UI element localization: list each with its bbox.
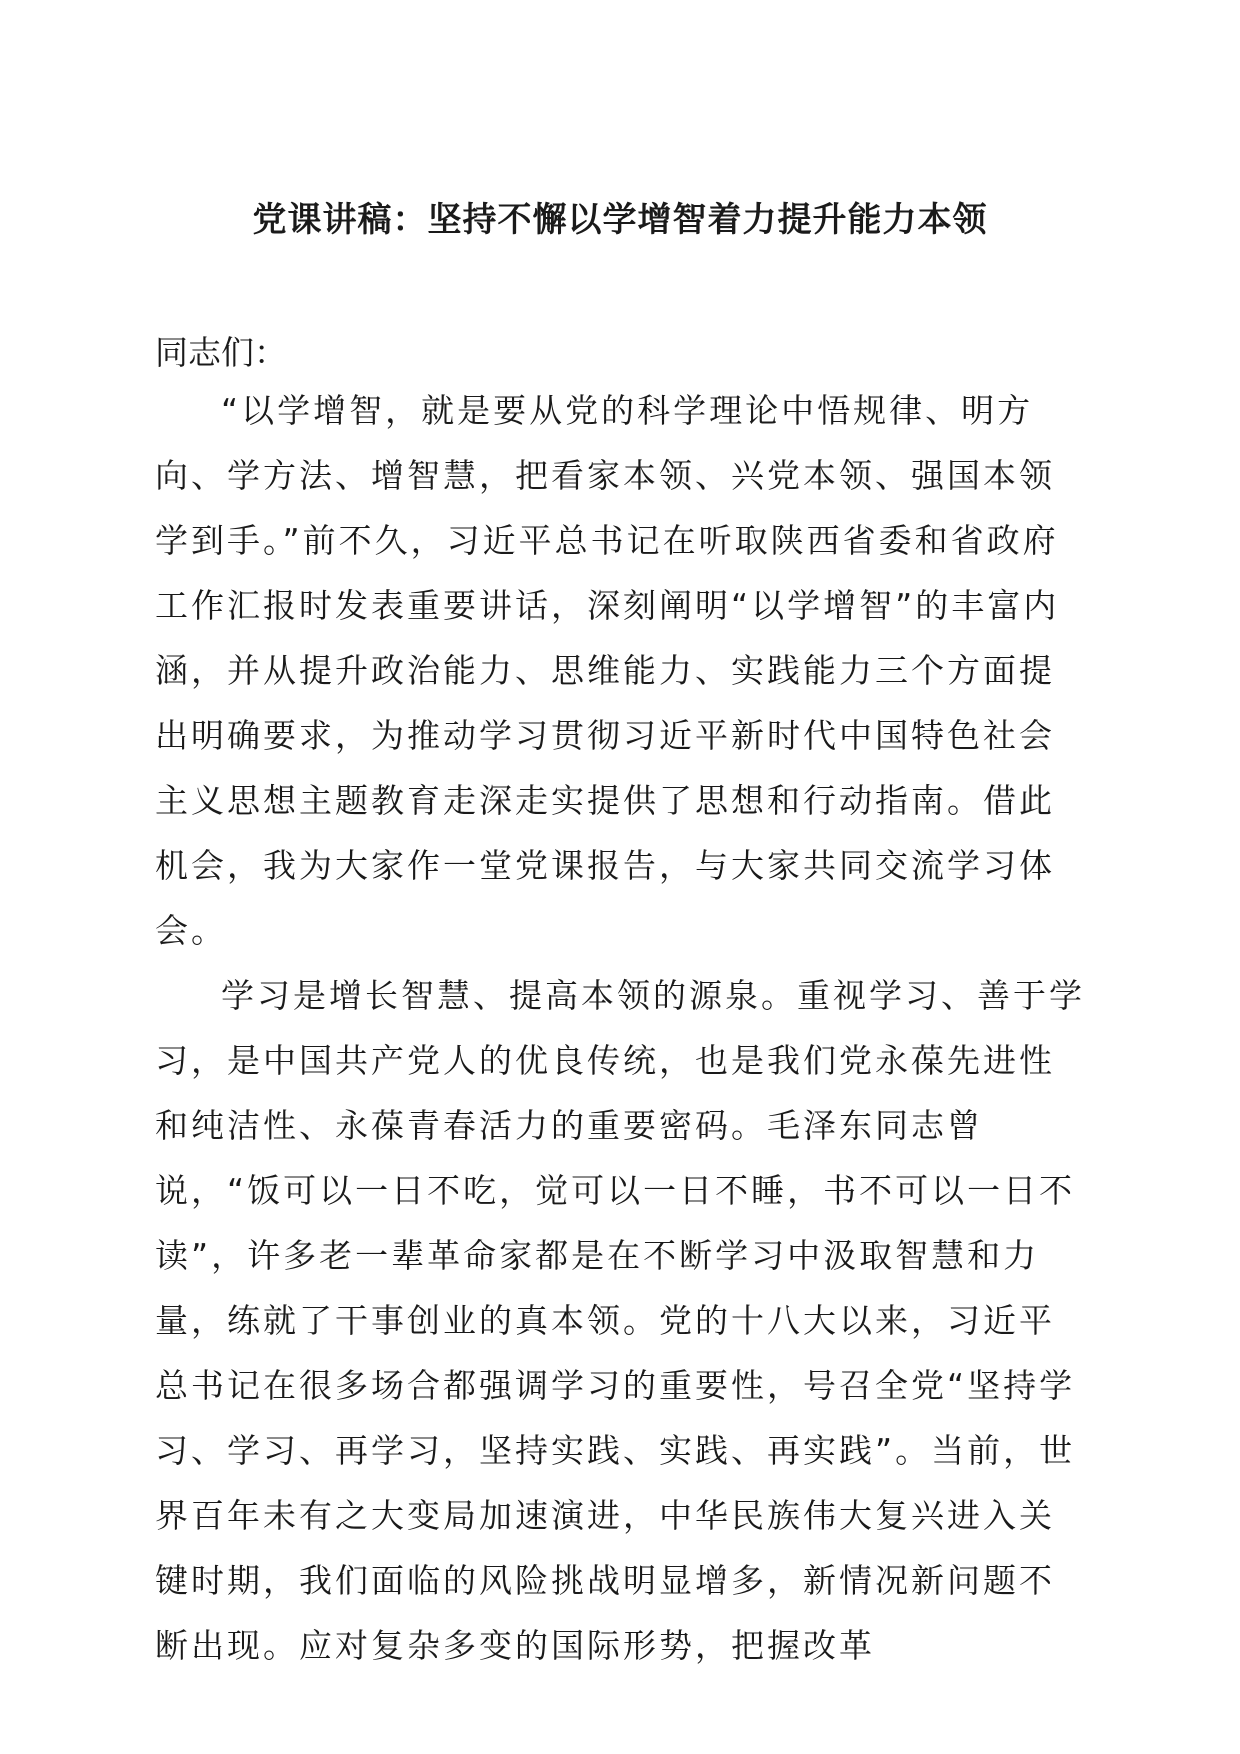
document-title: 党课讲稿：坚持不懈以学增智着力提升能力本领: [252, 200, 988, 240]
document-body: [155, 378, 1085, 1678]
paragraph-1: “以学增智，就是要从党的科学理论中悟规律、明方向、学方法、增智慧，把看家本领、兴党本领、强国本领学到手。”前不久，习近平总书记在听取陕西省委和省政府工作汇报时发表重要讲话，深刻阐明“以学增智”的丰富内涵，并从提升政治能力、思维能力、实践能力三个方面提出明确要求，为推动学习贯彻习近平新时代中国特色社会主义思想主题教育走深走实提供了思想和行动指南。借此机会，我为大家作一堂党课报告，与大家共同交流学习体会。: [155, 391, 1060, 950]
salutation: 同志们：: [155, 333, 287, 372]
paragraph-2: 学习是增长智慧、提高本领的源泉。重视学习、善于学习，是中国共产党人的优良传统，也是我们党永葆先进性和纯洁性、永葆青春活力的重要密码。毛泽东同志曾说，“饭可以一日不吃，觉可以一日不睡，书不可以一日不读”，许多老一辈革命家都是在不断学习中汲取智慧和力量，练就了干事创业的真本领。党的十八大以来，习近平总书记在很多场合都强调学习的重要性，号召全党“坚持学习、学习、再学习，坚持实践、实践、再实践”。当前，世界百年未有之大变局加速演进，中华民族伟大复兴进入关键时期，我们面临的风险挑战明显增多，新情况新问题不断出现。应对复杂多变的国际形势，把握改革: [155, 976, 1085, 1665]
